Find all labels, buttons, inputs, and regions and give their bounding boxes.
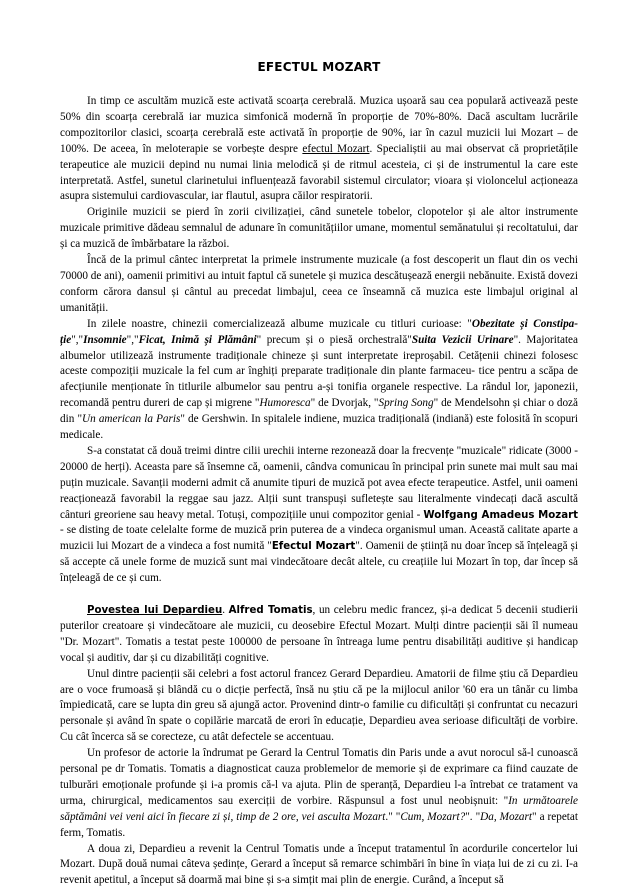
paragraph-3: Încă de la primul cântec interpretat la primele instrumente muzicale (a fost descoperit un flaut din os vechi 70000 de ani), oamenii primitivi au intuit faptul că sunetele și muzica descătușează energii nebănuite. Există dovezi conform cărora dansul și cântul au precedat limbajul, ceea ce înseamnă că muzica este limbajul original al umanității.	[60, 254, 578, 314]
album-title: Ficat, Inimă și Plămâni	[138, 333, 257, 346]
paragraph-7: Unul dintre pacienții săi celebri a fost actorul francez Gerard Depardieu. Amatorii de filme știu că Depardieu are o voce frumoasă și blândă cu o dicție perfectă, însă nu știu că pe la mijlocul anilor '60 era un tânăr cu limba împiedicată, care se lupta din greu să ajungă actor. Provenind dintr-o familie cu dificultăți și confruntat cu necazuri personale și având în spate o copilărie marcată de erori în educație, Depardieu avea serioase dificultăți de vorbire. Cu cât încerca să se corecteze, cu atât defectele se accentuau.	[60, 667, 578, 744]
doctor-name: Alfred Tomatis	[228, 604, 313, 616]
quote: In următoarele săptămâni vei veni aici în fiecare zi și, timp de 2 ore, vei asculta Mozart	[60, 794, 578, 823]
paragraph-8: Un profesor de actorie la îndrumat pe Gerard la Centrul Tomatis din Paris unde a avut norocul să-l cunoască personal pe dr Tomatis. Tomatis a diagnosticat cauza problemelor de memorie și de exprimare ca fiind cauzate de tulburări emoționale profunde și i-a promis că-l va ajuta. Plin de speranță, Depardieu l-a întrebat ce tratament va urma, chirurgical, medicamentos sau exerciții de vorbire. Răspunsul a fost unul neobișnuit: "In următoarele săptămâni vei veni aici în fiecare zi și, timp de 2 ore, vei asculta Mozart." "Cum, Mozart?". "Da, Mozart" a repetat ferm, Tomatis.	[60, 747, 578, 839]
music-title: Humoresca	[259, 397, 311, 410]
album-title: Suita Vezicii Urinare	[411, 333, 514, 346]
article-body	[60, 94, 578, 889]
paragraph-2: Originile muzicii se pierd în zorii civilizației, când sunetele tobelor, clopotelor și ale altor instrumente muzicale primitive dădeau semnalul de adunare în comunitățiilor umane, momentul semănatului și recoltatului, dar și ca muzică de îmbărbatare la război.	[60, 206, 578, 251]
paragraph-9: A doua zi, Depardieu a revenit la Centrul Tomatis unde a început tratamentul în acordurile concertelor lui Mozart. După două numai câteva ședințe, Gerard a început să remarce schimbări în bine în viața lui de zi cu zi. I-a revenit apetitul, a început să doarmă mai bine și s-a simțit mai plin de energie. Curând, a început să	[60, 842, 578, 887]
quote: Cum, Mozart?	[400, 810, 466, 823]
composer-name: Wolfgang Amadeus Mozart	[423, 509, 578, 521]
album-title: Obezitate și Constipa-ție	[60, 317, 578, 346]
paragraph-1: In timp ce ascultăm muzică este activată scoarța cerebrală. Muzica ușoară sau cea populară activează peste 50% din scoarța cerebrală iar muzica simfonică modernă în proporție de 70%-80%. Dacă ascultam lucrările compozitorilor clasici, scoarța cerebrală este activată în proporție de 90%, iar în cazul muzicii lui Mozart – de 100%. De aceea, în meloterapie se vorbește despre efectul Mozart. Specialiștii au mai observat că proprietățile terapeutice ale muzicii depind nu numai linia melodică și de ritmul acesteia, ci și de instrumentul la care este interpretată. Astfel, sunetul clarinetului influențează favorabil sistemul circulator; vioara și violoncelul acționeaza asupra sistemului cardiovascular, iar flautul, asupra căilor respiratorii.	[60, 95, 578, 203]
paragraph-6: Povestea lui Depardieu. Alfred Tomatis, un celebru medic francez, și-a dedicat 5 decenii studierii puterilor creatoare și vindecătoare ale muzicii, cu deosebire Efectul Mozart. Mulți dintre pacienții săi îl numeau "Dr. Mozart". Tomatis a testat peste 100000 de persoane în întreaga lume pentru disabilități auditive și handicap vocal și auditiv, dar și cu dizabilități cognitive.	[60, 603, 578, 664]
music-title: Un american la Paris	[82, 413, 181, 426]
efectul-mozart-link[interactable]: efectul Mozart	[302, 142, 370, 155]
paragraph-4: In zilele noastre, chinezii comercializează albume muzicale cu titluri curioase: "Obezitate și Constipa-ție","Insomnie","Ficat, Inimă și Plămâni" precum și o piesă orchestrală"Suita Vezicii Urinare". Majoritatea albumelor utilizează instrumente tradiționale chineze și sunt interpretate ireproșabil. Cetățenii chinezi folosesc aceste compoziții muzicale la fel cum ar înghiți preparate tradiționale din plante farmaceu- tice pentru a scăpa de afecțiunile menționate în titlurile albumelor sau pentru a-și tonifia organele respective. La rândul lor, japonezii, recomandă pentru dureri de cap și migrene "Humoresca" de Dvorjak, "Spring Song" de Mendelsohn și chiar o doză din "Un american la Paris" de Gershwin. In spitalele indiene, muzica tradițională (indiană) este folosită în scopuri medicale.	[60, 317, 578, 442]
efectul-mozart-label: Efectul Mozart	[271, 541, 356, 553]
album-title: Insomnie	[83, 333, 127, 346]
paragraph-5: S-a constatat că două treimi dintre cilii urechii interne rezonează doar la frecvențe "muzicale" ridicate (3000 - 20000 de herți). Aceasta pare să însemne că, oamenii, cândva comunicau în principal prin sunete mai mult sau mai puțin muzicale. Savanții moderni admit că anumite tipuri de muzică pot avea efecte terapeutice. Astfel, unii oameni reacționează favorabil la reggae sau jazz. Alții sunt transpuși sufletește sau literalmente vindecați dacă ascultă cânturi greoriene sau heavy metal. Totuși, compozițiile unui compozitor genial - Wolfgang Amadeus Mozart - se disting de toate celelalte forme de muzică prin puterea de a vindeca organismul uman. Această calitate aparte a muzicii lui Mozart de a vindeca a fost numită "Efectul Mozart". Oamenii de știință nu doar încep să înțeleagă și să accepte că unele forme de muzică sunt mai vindecătoare decât altele, cu creațiile lui Mozart în top, dar încep să înțeleagă de ce și cum.	[60, 444, 578, 585]
page-title: EFECTUL MOZART	[257, 60, 381, 74]
quote: Da, Mozart	[480, 810, 532, 823]
music-title: Spring Song	[378, 397, 434, 410]
section-heading: Povestea lui Depardieu	[87, 604, 223, 616]
